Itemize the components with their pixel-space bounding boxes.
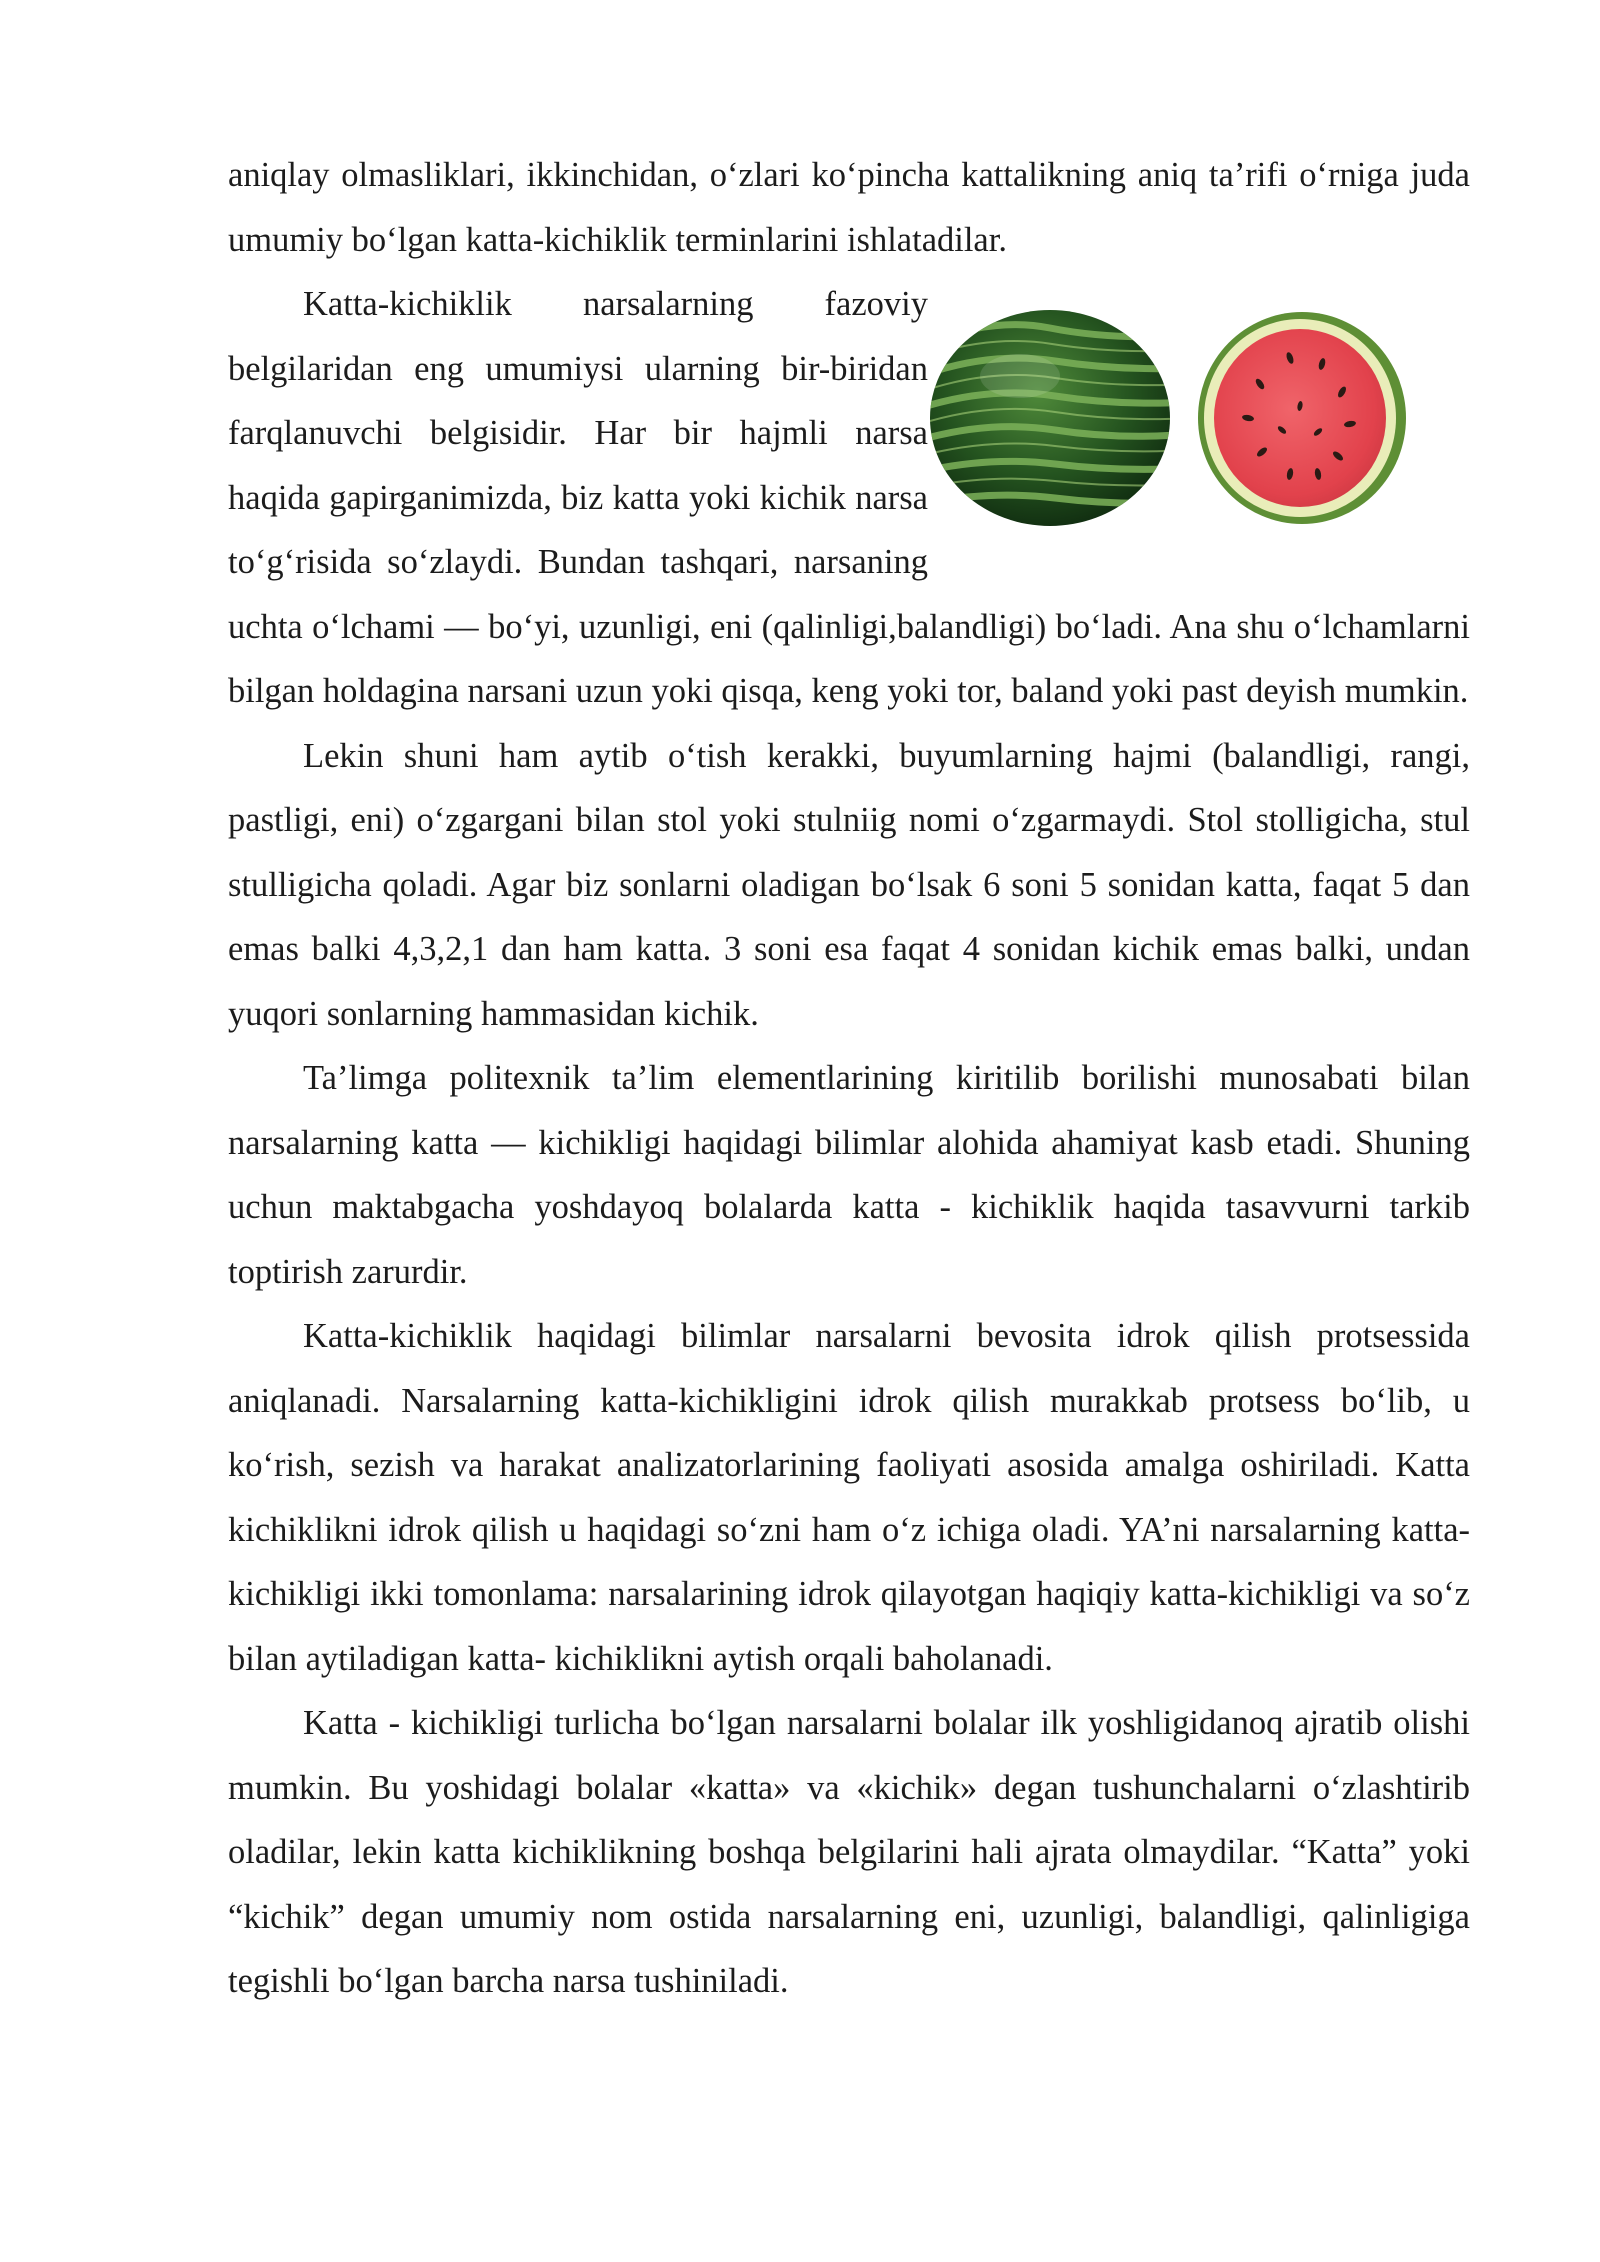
- paragraph: aniqlay olmasliklari, ikkinchidan, o‘zlari ko‘pincha kattalikning aniq ta’rifi o‘rniga juda umumiy bo‘lgan katta-kichiklik terminlarini ishlatadilar.: [228, 156, 1470, 259]
- illustration-space: [928, 272, 1470, 594]
- paragraph: Ta’limga politexnik ta’lim elementlarining kiritilib borilishi munosabati bilan narsalarning katta — kichikligi haqidagi bilimlar alohida ahamiyat kasb etadi. Shuning uchun maktabgacha yoshdayoq bolalarda katta - kichiklik haqida tasavvurni tarkib toptirish zarurdir.: [228, 1059, 1470, 1291]
- paragraph: Lekin shuni ham aytib o‘tish kerakki, buyumlarning hajmi (balandligi, rangi, pastligi, eni) o‘zgargani bilan stol yoki stulniig nomi o‘zgarmaydi. Stol stolligicha, stul stulligicha qoladi. Agar biz sonlarni oladigan bo‘lsak 6 soni 5 sonidan katta, faqat 5 dan emas balki 4,3,2,1 dan ham katta. 3 soni esa faqat 4 sonidan kichik emas balki, undan yuqori sonlarning hammasidan kichik.: [228, 736, 1470, 1033]
- paragraph: Katta-kichiklik narsalarning fazoviy belgilaridan eng umumiysi ularning bir-biridan farqlanuvchi belgisidir. Har bir hajmli narsa haqida gapirganimizda, biz katta yoki kichik narsa to‘g‘risida so‘zlaydi. Bundan tashqari, narsaning uchta o‘lchami — bo‘yi, uzunligi, eni (qalinligi,balandligi) bo‘ladi. Ana shu o‘lchamlarni bilgan holdagina narsani uzun yoki qisqa, keng yoki tor, baland yoki past deyish mumkin.: [228, 285, 1470, 710]
- paragraph: Katta - kichikligi turlicha bo‘lgan narsalarni bolalar ilk yoshligidanoq ajratib olishi mumkin. Bu yoshidagi bolalar «katta» va «kichik» degan tushunchalarni o‘zlashtirib oladilar, lekin katta kichiklikning boshqa belgilarini hali ajrata olmaydilar. “Katta” yoki “kichik” degan umumiy nom ostida narsalarning eni, uzunligi, balandligi, qalinligiga tegishli bo‘lgan barcha narsa tushiniladi.: [228, 1704, 1470, 2000]
- paragraph: Katta-kichiklik haqidagi bilimlar narsalarni bevosita idrok qilish protsessida aniqlanadi. Narsalarning katta-kichikligini idrok qilish murakkab protsess bo‘lib, u ko‘rish, sezish va harakat analizatorlarining faoliyati asosida amalga oshiriladi. Katta kichiklikni idrok qilish u haqidagi so‘zni ham o‘z ichiga oladi. YA’ni narsalarning katta-kichikligi ikki tomonlama: narsalarining idrok qilayotgan haqiqiy katta-kichikligi va so‘z bilan aytiladigan katta- kichiklikni aytish orqali baholanadi.: [228, 1317, 1470, 1678]
- body-text: [228, 143, 1470, 2014]
